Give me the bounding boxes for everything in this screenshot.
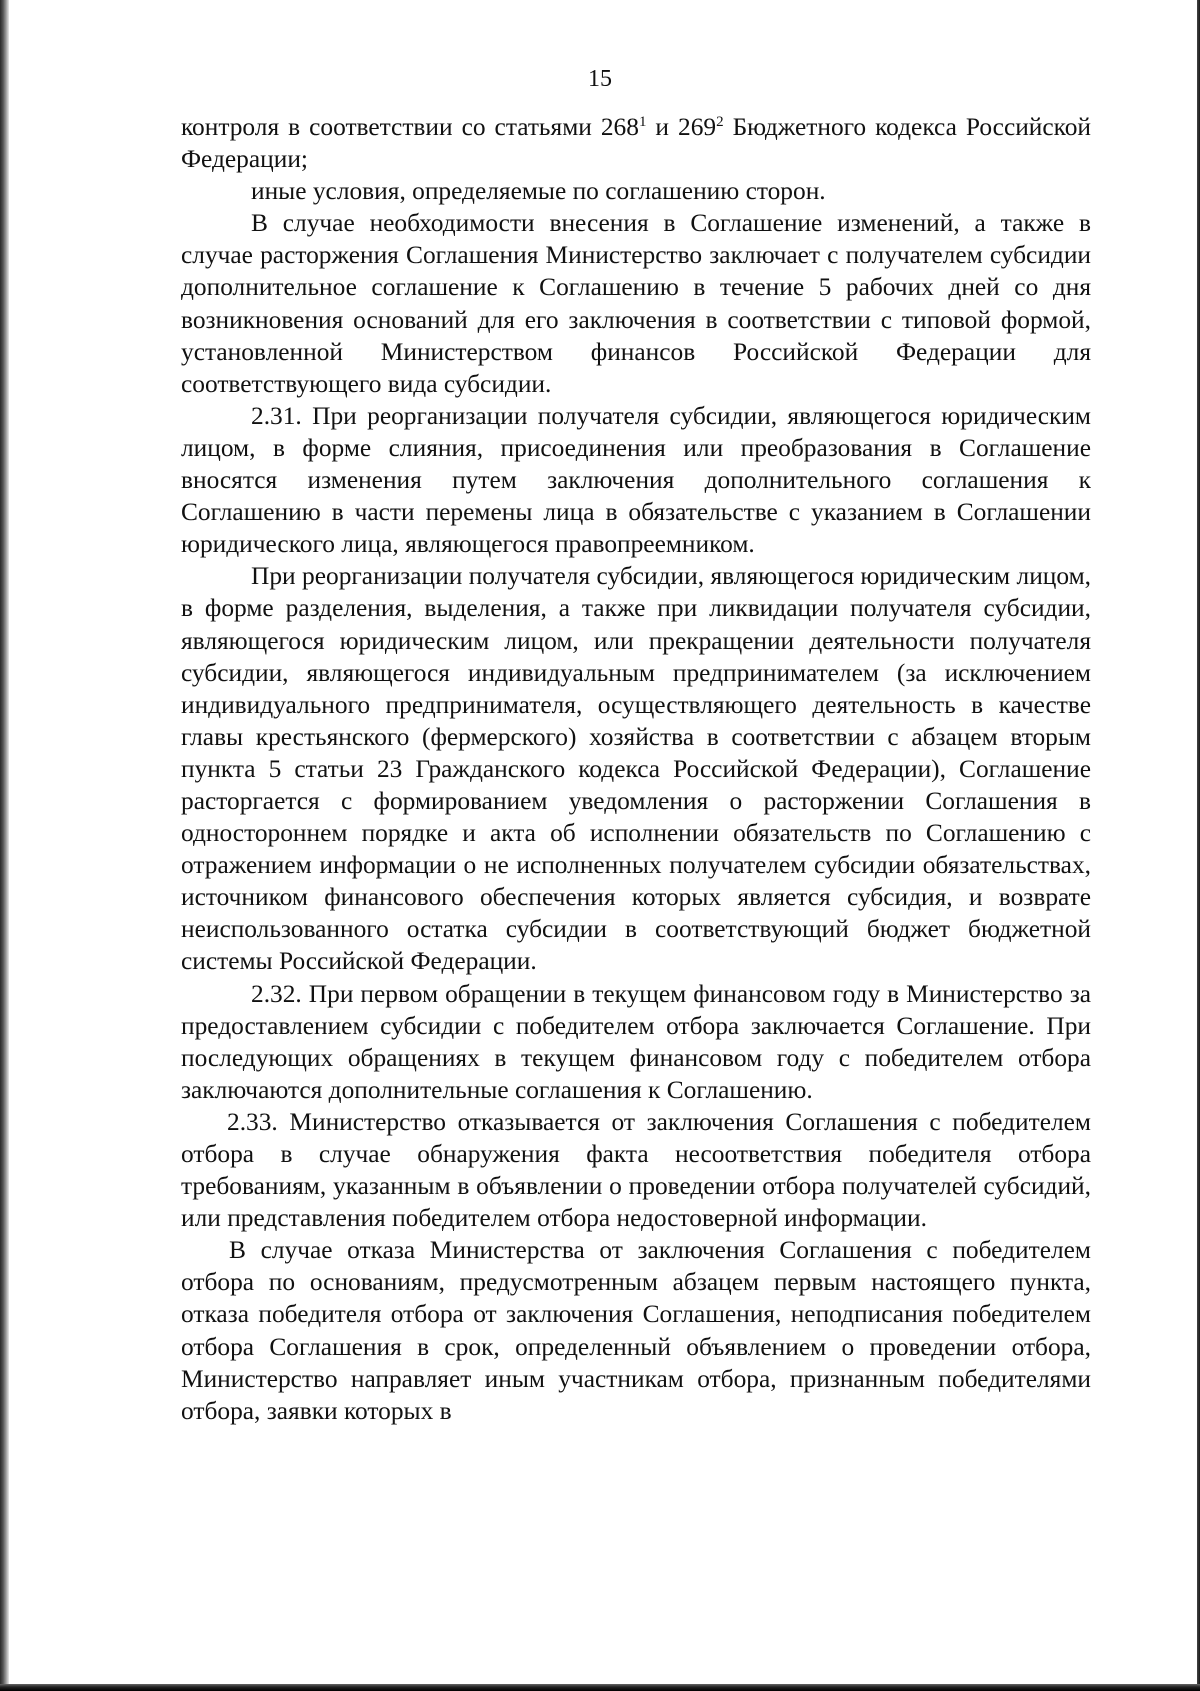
superscript: 2: [716, 114, 724, 130]
paragraph-other-conditions: иные условия, определяемые по соглашению сторон.: [251, 177, 826, 206]
paragraph-2-31: 2.31. При реорганизации получателя субсидии, являющегося юридическим лицом, в форме слияния, присоединения или преобразования в Соглашение вносятся изменения путем заключения дополнительного соглашения к Соглашению в части перемены лица в обязательстве с указанием в Соглашении юридического лица, являющегося правопреемником.: [181, 401, 1091, 559]
superscript: 1: [638, 114, 647, 130]
paragraph-text: Бюджетного кодекса Российской Федерации;: [181, 113, 1091, 174]
document-body: [181, 111, 1091, 1427]
paragraph-2-32: 2.32. При первом обращении в текущем финансовом году в Министерство за предоставлением субсидии с победителем отбора заключается Соглашение. При последующих обращениях в текущем финансовом году с победителем отбора заключаются дополнительные соглашения к Соглашению.: [181, 979, 1091, 1104]
paragraph-continuation: [181, 111, 1091, 175]
scan-edge-left: [0, 0, 9, 1691]
paragraph-amendments: В случае необходимости внесения в Соглашение изменений, а также в случае расторжения Соглашения Министерство заключает с получателем субсидии дополнительное соглашение к Соглашению в течение 5 рабочих дней со дня возникновения оснований для его заключения в соответствии с типовой формой, установленной Министерством финансов Российской Федерации для соответствующего вида субсидии.: [181, 209, 1091, 398]
paragraph-refusal: В случае отказа Министерства от заключения Соглашения с победителем отбора по основаниям, предусмотренным абзацем первым настоящего пункта, отказа победителя отбора от заключения Соглашения, неподписания победителем отбора Соглашения в срок, определенный объявлением о проведении отбора, Министерство направляет иным участникам отбора, признанным победителями отбора, заявки которых в: [181, 1236, 1091, 1425]
paragraph-reorganization: При реорганизации получателя субсидии, являющегося юридическим лицом, в форме разделения, выделения, а также при ликвидации получателя субсидии, являющегося юридическим лицом, или прекращении деятельности получателя субсидии, являющегося индивидуальным предпринимателем (за исключением индивидуального предпринимателя, осуществляющего деятельность в качестве главы крестьянского (фермерского) хозяйства в соответствии с абзацем вторым пункта 5 статьи 23 Гражданского кодекса Российской Федерации), Соглашение расторгается с формированием уведомления о расторжении Соглашения в одностороннем порядке и акта об исполнении обязательств по Соглашению с отражением информации о не исполненных получателем субсидии обязательствах, источником финансового обеспечения которых является субсидия, и возврате неиспользованного остатка субсидии в соответствующий бюджет бюджетной системы Российской Федерации.: [181, 562, 1091, 976]
paragraph-text: и 269: [646, 113, 717, 141]
page-number: 15: [588, 66, 612, 92]
paragraph-2-33: 2.33. Министерство отказывается от заключения Соглашения с победителем отбора в случае обнаружения факта несоответствия победителя отбора требованиям, указанным в объявлении о проведении отбора получателей субсидий, или представления победителем отбора недостоверной информации.: [181, 1107, 1091, 1233]
paragraph-text: контроля в соответствии со статьями 268: [181, 113, 639, 141]
scan-edge-bottom: [0, 1684, 1200, 1691]
